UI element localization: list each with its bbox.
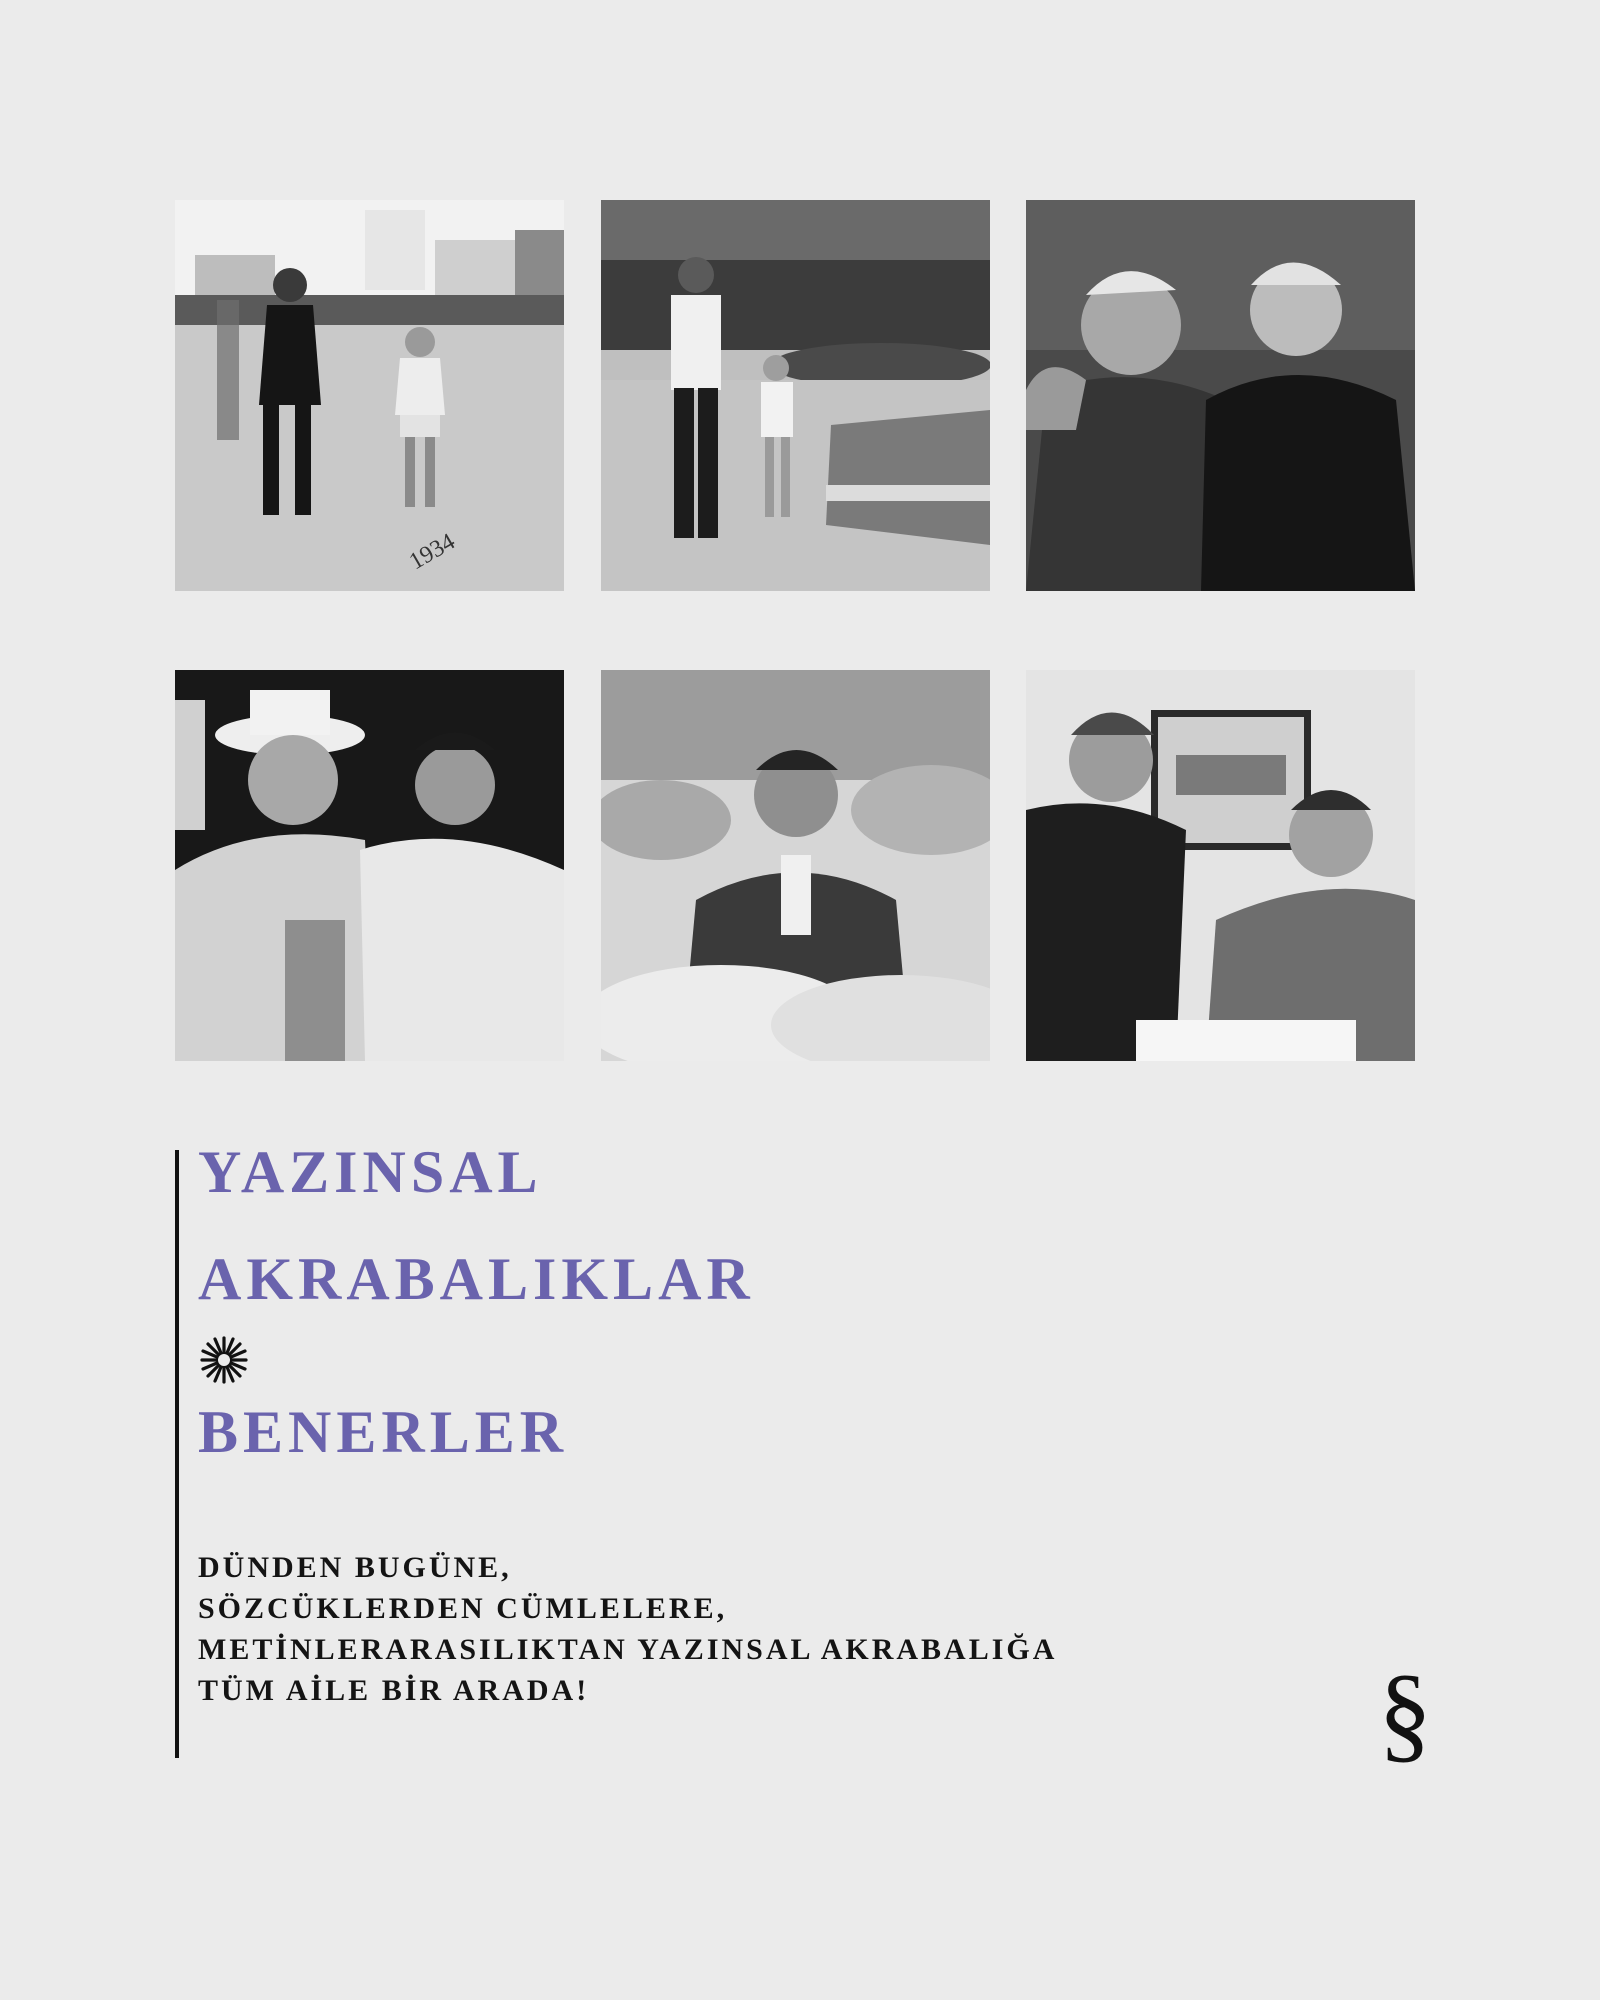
photo-two-men-at-desk-signing: [1026, 670, 1415, 1061]
photo-grid: [175, 200, 1415, 1060]
tagline-line-1: DÜNDEN BUGÜNE,: [198, 1551, 512, 1584]
photo-man-and-child-by-car: [601, 200, 990, 591]
tagline-line-4: TÜM AİLE BİR ARADA!: [198, 1674, 590, 1707]
photo-two-elderly-friends-embracing: [1026, 200, 1415, 591]
vertical-rule: [175, 1150, 179, 1758]
title-line-1: YAZINSAL: [198, 1139, 543, 1205]
photo-man-in-suit-among-plants: [601, 670, 990, 1061]
title-line-3: BENERLER: [198, 1399, 569, 1465]
photo-man-in-hat-and-young-man: [175, 670, 564, 1061]
publisher-logo-icon: §: [1378, 1654, 1432, 1773]
photo-boys-1934: [175, 200, 564, 591]
tagline-line-2: SÖZCÜKLERDEN CÜMLELERE,: [198, 1592, 728, 1625]
asterisk-ornament-icon: [198, 1334, 250, 1386]
title-line-2: AKRABALIKLAR: [198, 1246, 755, 1312]
tagline-line-3: METİNLERARASILIKTAN YAZINSAL AKRABALIĞA: [198, 1633, 1058, 1666]
tagline: [198, 1548, 1057, 1711]
svg-text:1934: 1934: [405, 528, 460, 576]
